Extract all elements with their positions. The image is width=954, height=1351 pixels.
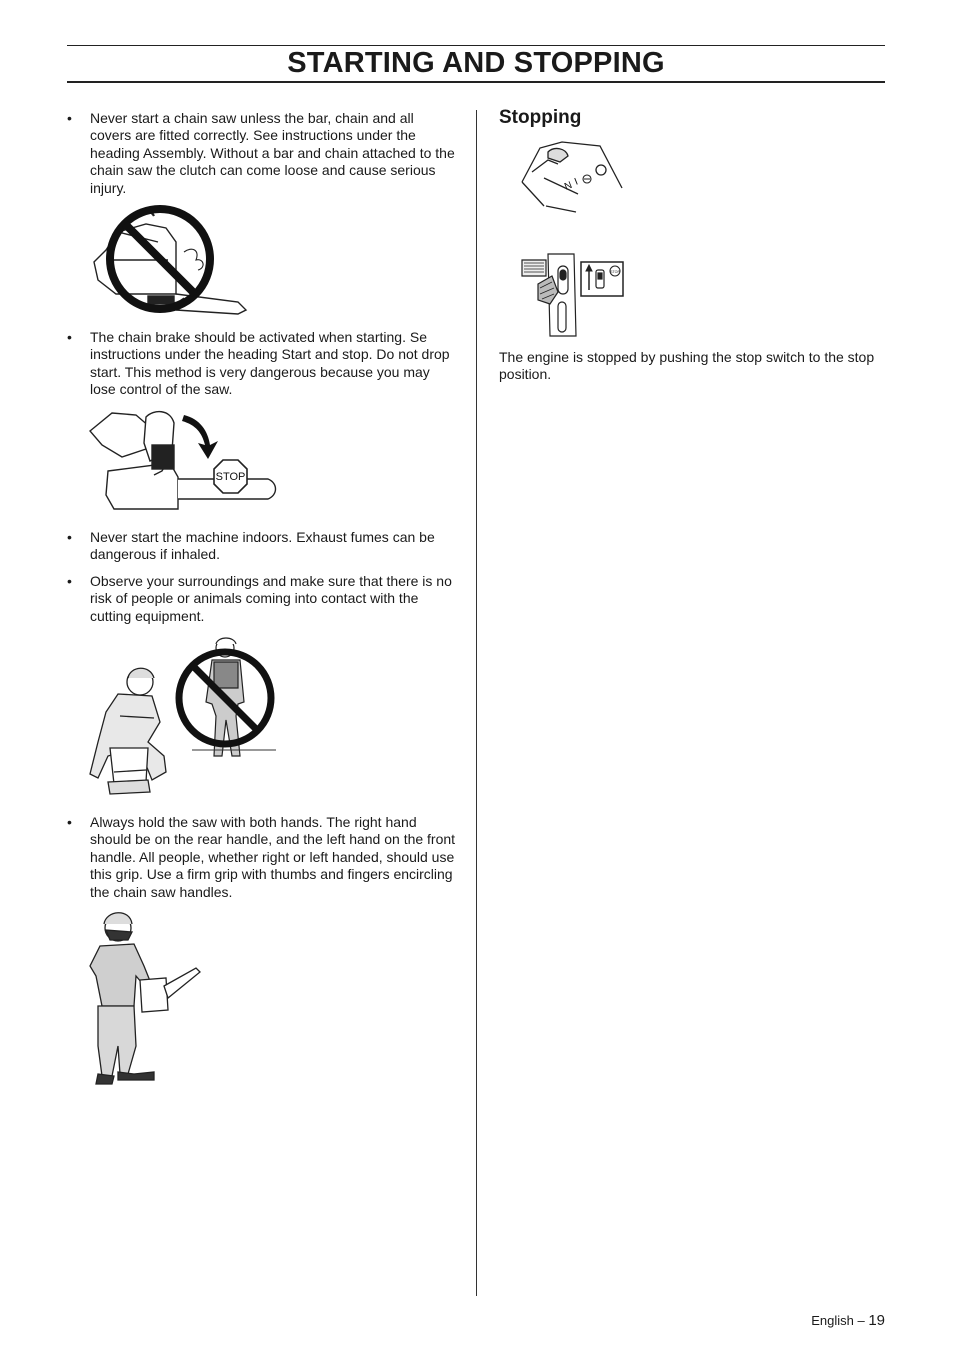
stop-indicator-icon xyxy=(610,266,620,276)
footer-separator: – xyxy=(857,1313,865,1328)
bullet-text: Always hold the saw with both hands. The right hand should be on the rear handle, and the left hand on the front handle. All people, whether right or left handed, should use this grip. Use a firm grip with thumbs and fingers encircling the chain saw handles. xyxy=(90,814,456,900)
bullet-marker: • xyxy=(67,814,72,830)
page-number: 19 xyxy=(868,1312,885,1329)
page-title: STARTING AND STOPPING xyxy=(287,47,665,79)
bullet-marker: • xyxy=(67,329,72,345)
stop-switch-top-figure xyxy=(518,138,626,221)
bullet-item xyxy=(67,529,457,564)
stop-indicator-text: STOP xyxy=(610,270,620,274)
header-rule-bottom xyxy=(67,81,885,83)
bullet-item xyxy=(67,110,457,197)
bullet-marker: • xyxy=(67,529,72,545)
stop-sign-text: STOP xyxy=(215,471,246,483)
operator-icon xyxy=(88,906,204,1088)
bystander-figure xyxy=(88,632,280,807)
no-bar-saw-figure xyxy=(88,202,250,325)
stopping-paragraph: The engine is stopped by pushing the stop switch to the stop position. xyxy=(499,349,875,383)
bullet-item xyxy=(67,329,457,399)
section-heading-stopping: Stopping xyxy=(499,107,582,128)
stop-position-icon xyxy=(583,175,591,183)
bullet-text: Observe your surroundings and make sure that there is no risk of people or animals coming into contact with the cutting equipment. xyxy=(90,573,452,624)
bullet-text: Never start a chain saw unless the bar, chain and all covers are fitted correctly. See instructions under the heading Assembly. Without a bar and chain attached to the chain saw the clutch can come loose and cause serious injury. xyxy=(90,110,455,196)
stop-switch-side-figure xyxy=(520,252,626,343)
column-divider xyxy=(476,110,477,1296)
bullet-item xyxy=(67,814,457,901)
bullet-item xyxy=(67,573,457,625)
bullet-text: The chain brake should be activated when starting. Se instructions under the heading Start and stop. Do not drop start. This method is very dangerous because you may lose control of the saw. xyxy=(90,329,450,398)
bullet-marker: • xyxy=(67,110,72,126)
switch-position-label: I xyxy=(573,176,580,188)
chain-brake-figure xyxy=(88,405,280,518)
curved-arrow-icon xyxy=(182,415,218,459)
page-footer xyxy=(811,1312,885,1329)
stop-sign-icon xyxy=(214,460,247,493)
footer-language: English xyxy=(811,1313,854,1328)
two-hand-grip-figure xyxy=(88,906,204,1093)
bullet-marker: • xyxy=(67,573,72,589)
bullet-text: Never start the machine indoors. Exhaust fumes can be dangerous if inhaled. xyxy=(90,529,435,563)
svg-text:N: N xyxy=(563,179,574,193)
